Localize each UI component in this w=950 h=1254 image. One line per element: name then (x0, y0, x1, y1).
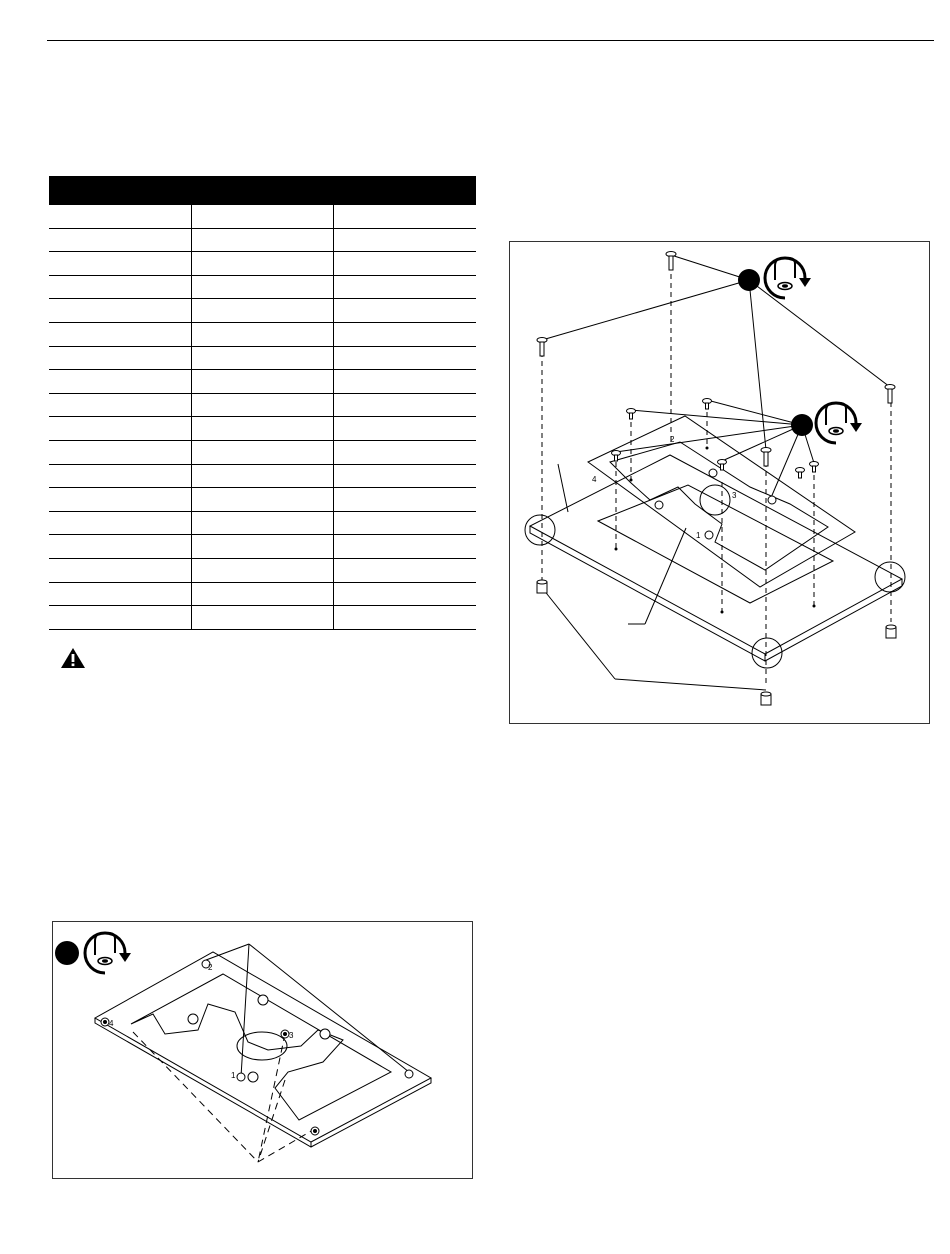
table-cell (49, 393, 191, 417)
hole-label: 4 (592, 475, 597, 484)
table-cell (334, 370, 476, 394)
assembly-illustration (510, 242, 929, 723)
table-cell (49, 464, 191, 488)
table-cell (191, 275, 333, 299)
table-cell (191, 582, 333, 606)
table-cell (191, 488, 333, 512)
table-cell (191, 393, 333, 417)
table-row (49, 252, 476, 276)
detail-circle (875, 562, 905, 592)
table-cell (49, 511, 191, 535)
table-row (49, 558, 476, 582)
center-hole (700, 485, 730, 515)
table-cell (49, 346, 191, 370)
table-cell (191, 417, 333, 441)
table-cell (49, 228, 191, 252)
table-cell (191, 228, 333, 252)
table-cell (49, 205, 191, 229)
table-row (49, 299, 476, 323)
table-row (49, 535, 476, 559)
table-cell (334, 299, 476, 323)
table-cell (334, 511, 476, 535)
step-callout-dot (738, 269, 760, 291)
hole-label: 4 (109, 1019, 114, 1028)
table-cell (191, 535, 333, 559)
table-row (49, 440, 476, 464)
table-cell (334, 488, 476, 512)
table-row (49, 205, 476, 229)
table-cell (191, 558, 333, 582)
table-cell (334, 582, 476, 606)
table-row (49, 464, 476, 488)
table-row (49, 606, 476, 630)
table-row (49, 370, 476, 394)
figure-adapter-plate (52, 921, 473, 1179)
table-cell (191, 322, 333, 346)
table-header (49, 176, 476, 205)
table-cell (49, 322, 191, 346)
table-cell (191, 252, 333, 276)
table-cell (49, 582, 191, 606)
table-cell (191, 440, 333, 464)
header-rule (47, 40, 934, 41)
adapter-plate-illustration (53, 922, 472, 1178)
table-row (49, 275, 476, 299)
table-cell (191, 464, 333, 488)
mounting-hole (101, 960, 413, 1135)
rotate-clockwise-icon (85, 933, 131, 973)
table-cell (334, 558, 476, 582)
table-cell (49, 370, 191, 394)
table-cell (334, 322, 476, 346)
table-row (49, 346, 476, 370)
hole-label: 3 (732, 491, 737, 500)
hole-label: 2 (670, 435, 675, 444)
table-cell (334, 228, 476, 252)
figure-exploded-assembly (509, 241, 930, 724)
table-row (49, 228, 476, 252)
hole-label: 3 (289, 1031, 294, 1040)
short-screw (612, 399, 819, 479)
table-cell (49, 558, 191, 582)
rotate-clockwise-icon (765, 258, 811, 298)
hole-label: 1 (231, 1071, 236, 1080)
table-row (49, 417, 476, 441)
table-cell (334, 464, 476, 488)
step-callout-dot (791, 414, 813, 436)
rotate-clockwise-icon (816, 403, 862, 443)
table-cell (49, 535, 191, 559)
table-cell (334, 440, 476, 464)
table-cell (191, 346, 333, 370)
center-hole (237, 1032, 287, 1060)
step-callout-dot (55, 941, 79, 965)
table-cell (191, 299, 333, 323)
specification-table (49, 176, 476, 630)
table-row (49, 488, 476, 512)
table-cell (49, 252, 191, 276)
adapter-plate (95, 952, 431, 1142)
table-cell (49, 299, 191, 323)
table-row (49, 322, 476, 346)
table-cell (334, 417, 476, 441)
table-cell (334, 275, 476, 299)
table-cell (334, 346, 476, 370)
table-cell (334, 252, 476, 276)
table-row (49, 511, 476, 535)
table-cell (334, 535, 476, 559)
table-cell (49, 606, 191, 630)
table-cell (191, 370, 333, 394)
table-row (49, 393, 476, 417)
warning-icon (60, 647, 86, 669)
table-cell (49, 440, 191, 464)
table-row (49, 582, 476, 606)
table-cell (334, 393, 476, 417)
table-cell (49, 488, 191, 512)
table-cell (49, 275, 191, 299)
table-cell (334, 205, 476, 229)
hole-label: 2 (208, 963, 213, 972)
table-header-row (49, 176, 476, 205)
table-cell (49, 417, 191, 441)
table-cell (334, 606, 476, 630)
hole-label: 1 (696, 531, 701, 540)
table-cell (191, 606, 333, 630)
table-cell (191, 511, 333, 535)
table-cell (191, 205, 333, 229)
